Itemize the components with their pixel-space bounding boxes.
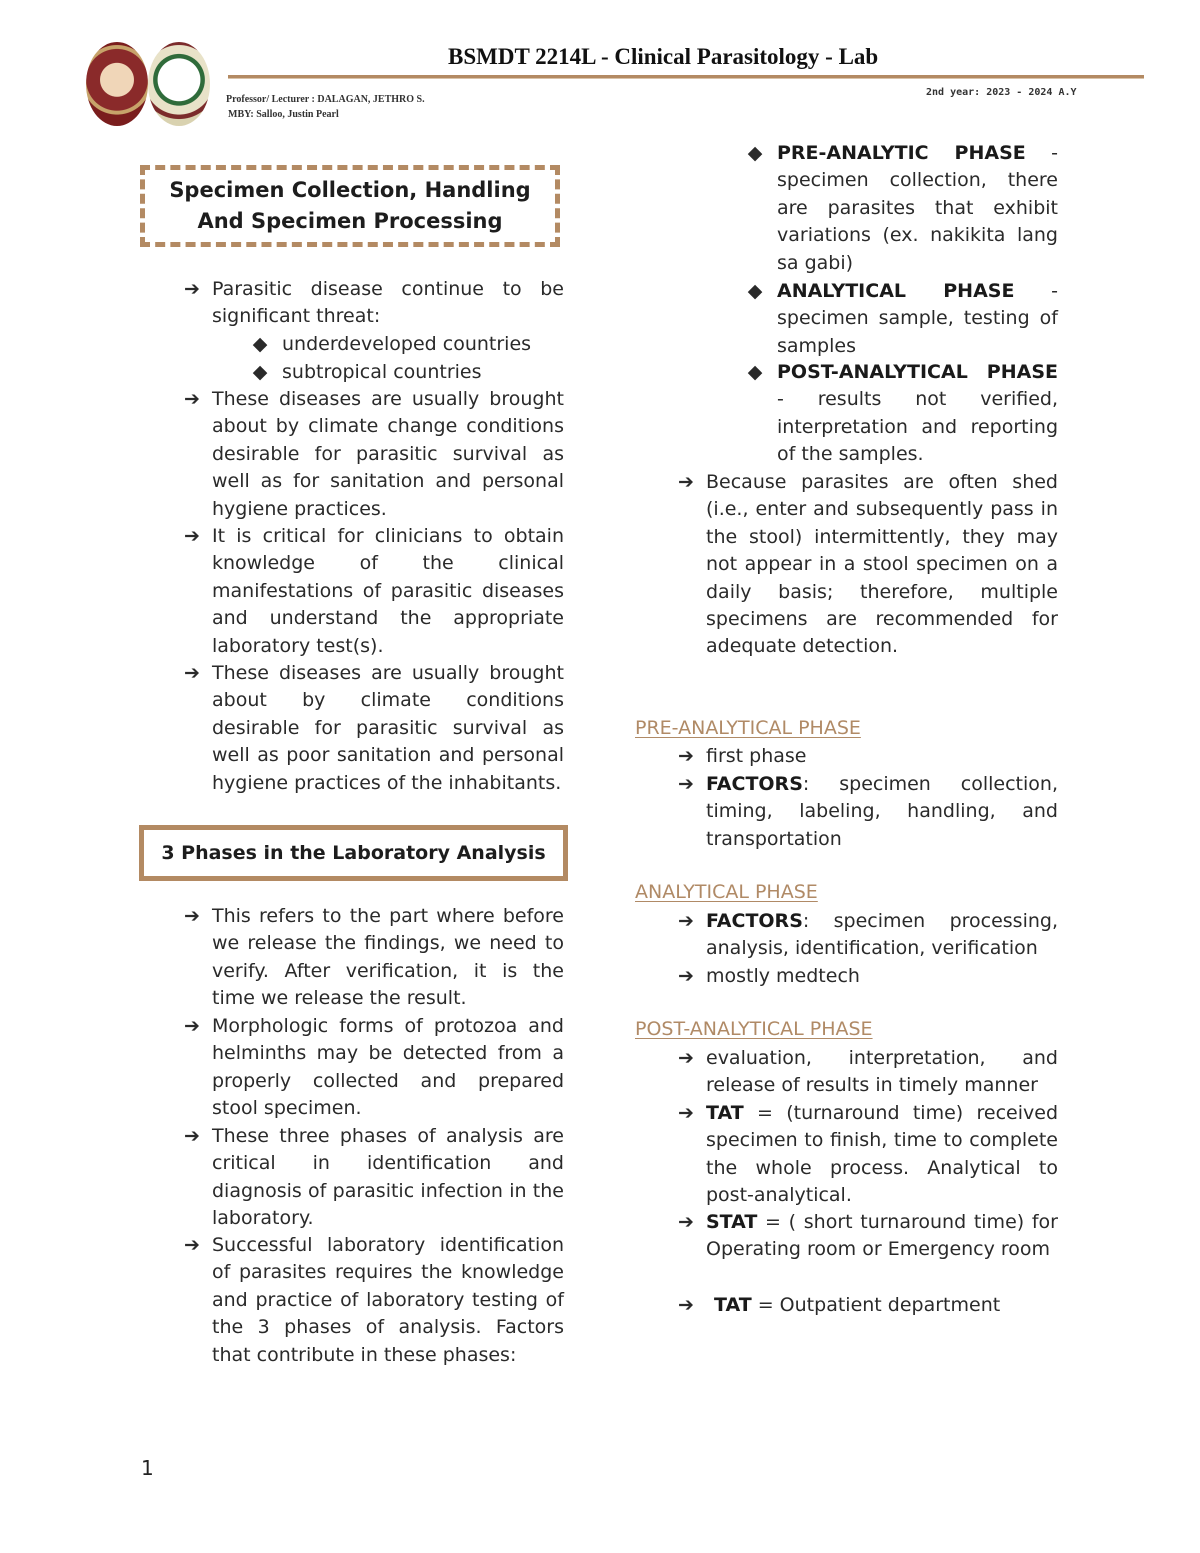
arrow-bullet-icon: ➔ — [184, 662, 200, 684]
list-item: ➔ It is critical for clinicians to obtain knowledge of the clinical manifestations of parasitic diseases and understand the appropriate laboratory test(s). — [212, 523, 564, 660]
arrow-bullet-icon: ➔ — [678, 1047, 694, 1069]
arrow-bullet-icon: ➔ — [184, 1125, 200, 1147]
list-item: ➔ evaluation, interpretation, and release of results in timely manner — [706, 1045, 1058, 1100]
page-number: 1 — [141, 1456, 154, 1480]
list-item: ➔ Successful laboratory identification of parasites requires the knowledge and practice of laboratory testing of the 3 phases of analysis. Factors that contribute in these phases: — [212, 1232, 564, 1369]
academic-year: 2nd year: 2023 - 2024 A.Y — [926, 87, 1077, 98]
post-analytical-heading: POST-ANALYTICAL PHASE — [635, 1018, 873, 1040]
made-by-line: MBY: Salloo, Justin Pearl — [228, 109, 339, 120]
diamond-bullet-icon: ◆ — [747, 361, 763, 383]
analytical-heading: ANALYTICAL PHASE — [635, 881, 818, 903]
phases-title: 3 Phases in the Laboratory Analysis — [161, 842, 546, 864]
section-title-line2: And Specimen Processing — [197, 209, 503, 233]
phases-title-box — [139, 825, 568, 881]
diamond-bullet-icon: ◆ — [747, 280, 763, 302]
university-seal-logo — [86, 42, 148, 126]
sub-list-item: ◆ underdeveloped countries — [282, 331, 564, 358]
diamond-bullet-icon: ◆ — [252, 361, 268, 383]
arrow-bullet-icon: ➔ — [678, 471, 694, 493]
phase-list-item: ◆ PRE-ANALYTIC PHASE - specimen collection, there are parasites that exhibit variations (ex. nakikita lang sa gabi) — [777, 140, 1058, 277]
diamond-bullet-icon: ◆ — [747, 142, 763, 164]
list-item: ➔ This refers to the part where before we release the findings, we need to verify. After verification, it is the time we release the result. — [212, 903, 564, 1013]
arrow-bullet-icon: ➔ — [184, 905, 200, 927]
section-title-box — [140, 165, 560, 247]
arrow-bullet-icon: ➔ — [678, 1102, 694, 1124]
list-item: ➔ mostly medtech — [706, 963, 1058, 990]
arrow-bullet-icon: ➔ — [678, 773, 694, 795]
list-item: ➔ FACTORS: specimen collection, timing, labeling, handling, and transportation — [706, 771, 1058, 853]
list-item: ➔ These diseases are usually brought about by climate conditions desirable for parasitic survival as well as poor sanitation and personal hygiene practices of the inhabitants. — [212, 660, 564, 797]
department-seal-logo — [148, 42, 210, 126]
arrow-bullet-icon: ➔ — [678, 1211, 694, 1233]
arrow-bullet-icon: ➔ — [678, 965, 694, 987]
list-item: ➔ TAT = (turnaround time) received specimen to finish, time to complete the whole process. Analytical to post-analytical. — [706, 1100, 1058, 1210]
list-item: ➔ These diseases are usually brought about by climate change conditions desirable for parasitic survival as well as for sanitation and personal hygiene practices. — [212, 386, 564, 523]
arrow-bullet-icon: ➔ — [184, 278, 200, 300]
list-item: ➔ Morphologic forms of protozoa and helminths may be detected from a properly collected and prepared stool specimen. — [212, 1013, 564, 1123]
section-title-line1: Specimen Collection, Handling — [169, 178, 531, 202]
arrow-bullet-icon: ➔ — [184, 388, 200, 410]
arrow-bullet-icon: ➔ — [678, 1294, 694, 1316]
arrow-bullet-icon: ➔ — [678, 745, 694, 767]
arrow-bullet-icon: ➔ — [184, 1234, 200, 1256]
arrow-bullet-icon: ➔ — [678, 910, 694, 932]
arrow-bullet-icon: ➔ — [184, 1015, 200, 1037]
list-item: ➔ first phase — [706, 743, 1058, 770]
course-title: BSMDT 2214L - Clinical Parasitology - Lab — [448, 44, 879, 69]
professor-line: Professor/ Lecturer : DALAGAN, JETHRO S. — [226, 94, 425, 105]
list-item: ➔ Because parasites are often shed (i.e., enter and subsequently pass in the stool) intermittently, they may not appear in a stool specimen on a daily basis; therefore, multiple specimens are recommended for adequate detection. — [706, 469, 1058, 661]
diamond-bullet-icon: ◆ — [252, 333, 268, 355]
sub-list-item: ◆ subtropical countries — [282, 359, 564, 386]
phase-list-item: ◆ POST-ANALYTICAL PHASE - results not verified, interpretation and reporting of the samples. — [777, 359, 1058, 469]
header-rule — [228, 75, 1144, 79]
list-item: ➔ FACTORS: specimen processing, analysis, identification, verification — [706, 908, 1058, 963]
list-item: ➔ These three phases of analysis are critical in identification and diagnosis of parasitic infection in the laboratory. — [212, 1123, 564, 1233]
list-item: ➔ STAT = ( short turnaround time) for Operating room or Emergency room — [706, 1209, 1058, 1264]
arrow-bullet-icon: ➔ — [184, 525, 200, 547]
list-item: ➔ Parasitic disease continue to be significant threat: — [212, 276, 564, 331]
pre-analytical-heading: PRE-ANALYTICAL PHASE — [635, 717, 861, 739]
list-item: ➔ TAT = Outpatient department — [714, 1292, 1058, 1319]
phase-list-item: ◆ ANALYTICAL PHASE - specimen sample, testing of samples — [777, 278, 1058, 360]
